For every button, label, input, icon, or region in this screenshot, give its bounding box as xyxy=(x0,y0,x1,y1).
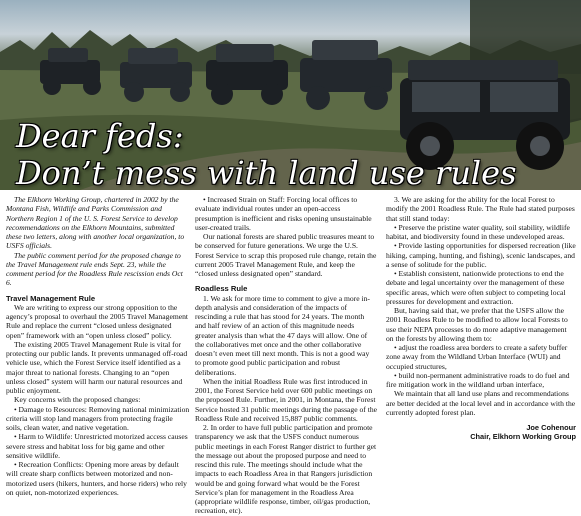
body-paragraph: We are writing to express our strong opposition to the agency’s proposal to overhaul the 2005 Travel Management Rule and replace the current “closed unless designated open” framework with an “open unless closed” policy. xyxy=(6,302,188,340)
body-paragraph: 1. We ask for more time to comment to give a more in-depth analysis and consideration of the impacts of rescinding a rule that has stood for 24 years. The month and half review of an action of this magnitude needs greater analysis than what the 47 days will allow. One of the collaboratives met once and the other collaborative doesn’t even meet till next month. This is not a good way to promote good public participation and robust deliberations. xyxy=(195,293,370,377)
bullet-item: • build non-permanent administrative roads to do fuel and fire mitigation work in the wildland urban interface, xyxy=(386,370,570,389)
body-paragraph: But, having said that, we prefer that the USFS allow the 2001 Roadless Rule to be modified to allow local Forests to use their NEPA processes to do more adaptive management on the forests by allowing them to: xyxy=(386,306,568,343)
body-paragraph: The existing 2005 Travel Management Rule is vital for protecting our public lands. It prevents unmanaged off-road vehicle use, which the Forest Service itself identified as a major threat to national forests. Changing to an “open unless closed” system will harm our natural resources and public enjoyment. xyxy=(6,339,188,395)
body-paragraph: 2. In order to have full public participation and promote transparency we ask that the USFS conduct numerous public meetings in each Forest Ranger district to further get the message out about the proposed purpose and need to rescind this rule. The meetings should include what the impacts to each Roadless Area in that Rangers jurisdiction would be and going forward what would be the Forest Service’s plan for management in the Roadless Area (appropriate wildlife response, timber, oil/gas production, recreation, etc). xyxy=(195,423,377,516)
column-2 xyxy=(195,195,377,516)
body-paragraph: Key concerns with the proposed changes: xyxy=(14,395,141,405)
signature-title: Chair, Elkhorn Working Group xyxy=(470,432,576,442)
article-photo xyxy=(0,0,581,190)
headline xyxy=(16,118,517,192)
body-paragraph: Our national forests are shared public treasures meant to be conserved for future generations. We urge the U.S. Forest Service to scrap this proposed rule change, retain the current 2005 Travel Management Rule, and keep the “closed unless designated open” standard. xyxy=(195,232,377,278)
body-paragraph: We maintain that all land use plans and recommendations are better decided at the local level and in accordance with the currently adopted forest plan. xyxy=(386,389,576,417)
bullet-item: • Preserve the pristine water quality, soil stability, wildlife habitat, and biodiversity found in these undeveloped areas. xyxy=(386,222,570,241)
signature-name: Joe Cohenour xyxy=(526,423,576,432)
column-1 xyxy=(6,195,190,497)
bullet-item: • Harm to Wildlife: Unrestricted motorized access causes severe stress and habitat loss for big game and other sensitive wildlife. xyxy=(6,432,188,460)
intro-paragraph: The Elkhorn Working Group, chartered in 2002 by the Montana Fish, Wildlife and Parks Commission and Northern Region 1 of the U. S. Forest Service to develop recommendations on the Elkhorn Mountains, submitted these two letters, along with another local organization, to USFS officials. xyxy=(6,195,185,251)
bullet-item: • Provide lasting opportunities for dispersed recreation (like hiking, camping, hunting, and fishing), scenic landscapes, and a sense of solitude for the public. xyxy=(386,241,576,269)
column-3 xyxy=(386,195,576,442)
headline-line-1: Dear feds: xyxy=(16,117,184,155)
bullet-item: • Increased Strain on Staff: Forcing local offices to evaluate individual routes under an open-access presumption is inefficient and risks opening unsustainable user-created trails. xyxy=(195,195,372,232)
bullet-item: • Establish consistent, nationwide protections to end the debate and legal uncertainty over the management of these specific areas, which were often subject to competing local pressures for development and extraction. xyxy=(386,269,566,306)
section-heading-roadless: Roadless Rule xyxy=(195,284,248,294)
headline-line-2: Don’t mess with land use rules xyxy=(16,154,517,192)
body-paragraph: When the initial Roadless Rule was first introduced in 2001, the Forest Service held over 600 public meetings on the proposed Rule. Further, in 2001, in Montana, the Forest Service hosted 31 public meetings during the passage of the Roadless Rule and received 15,887 public comments. xyxy=(195,376,377,423)
bullet-item: • Damage to Resources: Removing national minimization criteria will stop land managers from protecting fragile soils, clean water, and native vegetation. xyxy=(6,404,190,432)
body-paragraph: 3. We are asking for the ability for the local Forest to modify the 2001 Roadless Rule. The Rule had stated purposes that still stand today: xyxy=(386,195,575,223)
section-heading-travel: Travel Management Rule xyxy=(6,293,96,303)
bullet-item: • Recreation Conflicts: Opening more areas by default will create sharp conflicts between motorized and non-motorized users (hikers, hunters, and horse riders) who rely on quiet, non-motorized experiences. xyxy=(6,460,187,497)
bullet-item: • adjust the roadless area borders to create a safety buffer zone away from the Wildland Urban Interface (WUI) and occupied structures, xyxy=(386,343,568,371)
intro-paragraph: The public comment period for the proposed change to the Travel Management rule ends Sept. 23, while the comment period for the Roadless Rule rescission ends Oct 6. xyxy=(6,250,183,288)
